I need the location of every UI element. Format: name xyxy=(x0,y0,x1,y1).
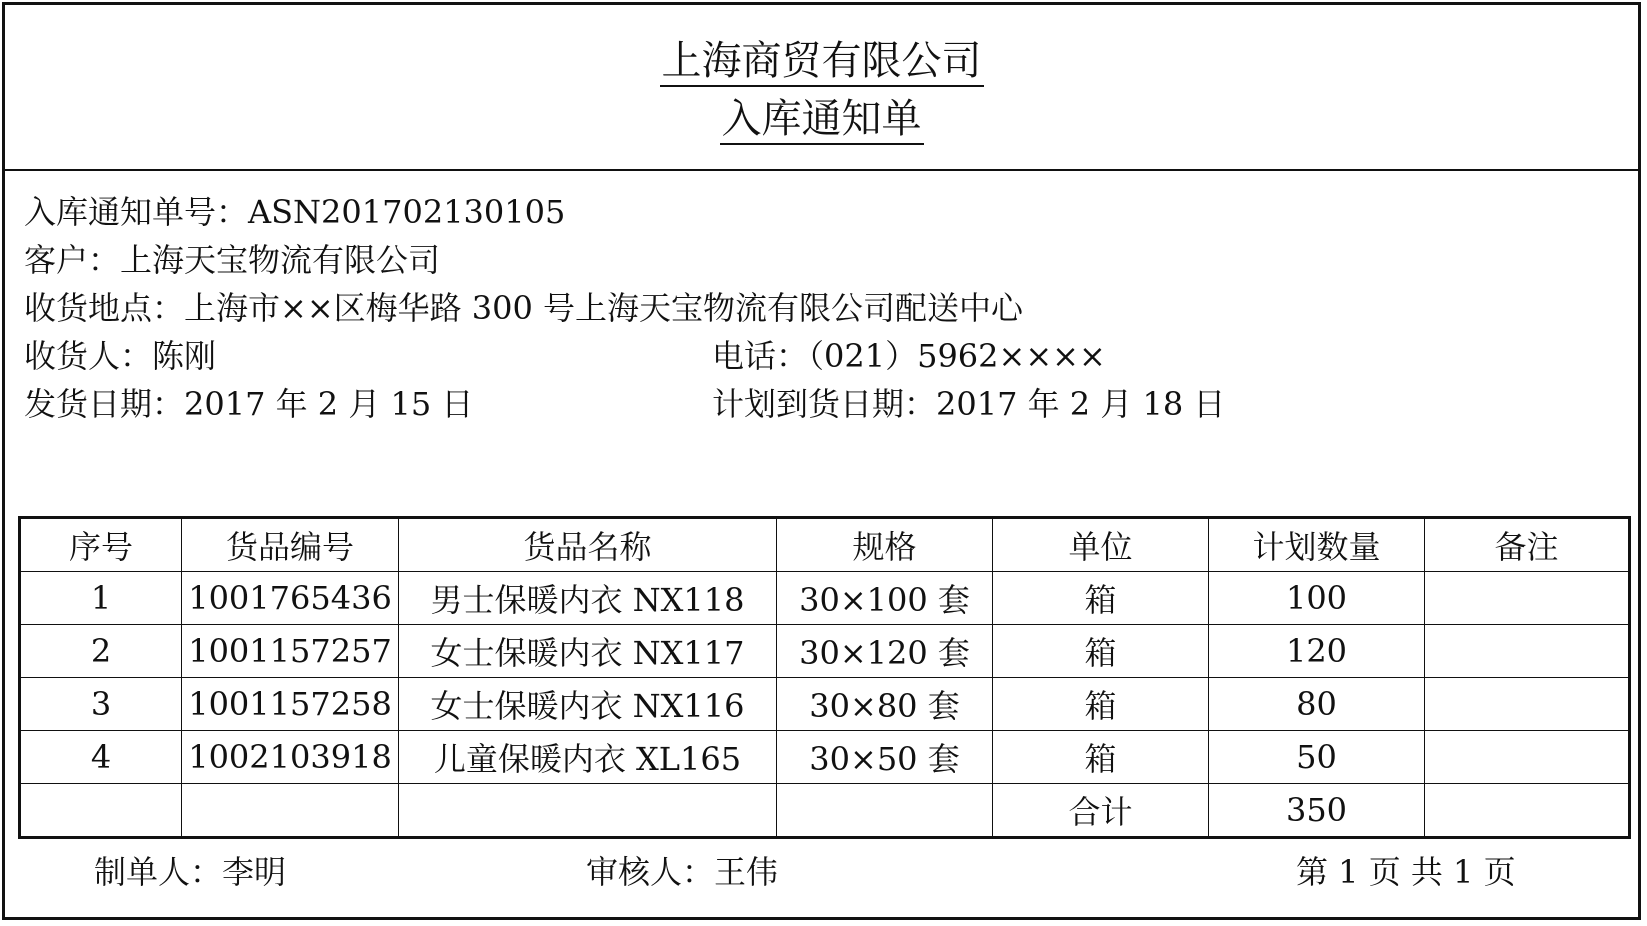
document-header xyxy=(5,5,1638,171)
cell-item-name: 男士保暖内衣 NX118 xyxy=(399,572,777,625)
cell-seq: 1 xyxy=(20,572,182,625)
total-cell-spec xyxy=(777,784,993,838)
cell-planned-qty: 50 xyxy=(1209,731,1425,784)
total-cell-seq xyxy=(20,784,182,838)
delivery-address: 收货地点：上海市××区梅华路 300 号上海天宝物流有限公司配送中心 xyxy=(24,289,1024,327)
total-planned-qty: 350 xyxy=(1209,784,1425,838)
header-item-name: 货品名称 xyxy=(399,518,777,572)
cell-planned-qty: 80 xyxy=(1209,678,1425,731)
cell-seq: 3 xyxy=(20,678,182,731)
cell-planned-qty: 100 xyxy=(1209,572,1425,625)
header-item-code: 货品编号 xyxy=(182,518,399,572)
cell-item-code: 1001765436 xyxy=(182,572,399,625)
planned-arrival-date: 计划到货日期：2017 年 2 月 18 日 xyxy=(712,385,1226,423)
total-cell-item-code xyxy=(182,784,399,838)
cell-planned-qty: 120 xyxy=(1209,625,1425,678)
total-cell-item-name xyxy=(399,784,777,838)
company-name-text: 上海商贸有限公司 xyxy=(660,38,984,87)
table-total-row xyxy=(20,784,1630,838)
cell-spec: 30×100 套 xyxy=(777,572,993,625)
total-cell-remarks xyxy=(1425,784,1630,838)
cell-spec: 30×80 套 xyxy=(777,678,993,731)
header-spec: 规格 xyxy=(777,518,993,572)
cell-item-code: 1001157257 xyxy=(182,625,399,678)
cell-seq: 2 xyxy=(20,625,182,678)
cell-unit: 箱 xyxy=(993,678,1209,731)
table-row xyxy=(20,731,1630,784)
company-name xyxy=(5,35,1638,87)
cell-remarks xyxy=(1425,572,1630,625)
notice-number: 入库通知单号：ASN201702130105 xyxy=(24,193,566,231)
receiver: 收货人：陈刚 xyxy=(24,337,217,375)
header-remarks: 备注 xyxy=(1425,518,1630,572)
cell-remarks xyxy=(1425,625,1630,678)
table-header-row xyxy=(20,518,1630,572)
cell-item-name: 女士保暖内衣 NX117 xyxy=(399,625,777,678)
total-label: 合计 xyxy=(993,784,1209,838)
ship-date: 发货日期：2017 年 2 月 15 日 xyxy=(24,385,474,423)
cell-unit: 箱 xyxy=(993,625,1209,678)
cell-spec: 30×120 套 xyxy=(777,625,993,678)
page-info: 第 1 页 共 1 页 xyxy=(1296,853,1516,891)
table-row xyxy=(20,625,1630,678)
cell-unit: 箱 xyxy=(993,731,1209,784)
header-planned-qty: 计划数量 xyxy=(1209,518,1425,572)
document-title xyxy=(5,93,1638,145)
header-seq: 序号 xyxy=(20,518,182,572)
prepared-by: 制单人：李明 xyxy=(94,853,287,891)
goods-table xyxy=(18,516,1631,839)
cell-seq: 4 xyxy=(20,731,182,784)
customer: 客户：上海天宝物流有限公司 xyxy=(24,241,441,279)
reviewed-by: 审核人：王伟 xyxy=(586,853,779,891)
header-unit: 单位 xyxy=(993,518,1209,572)
table-row xyxy=(20,678,1630,731)
cell-item-code: 1002103918 xyxy=(182,731,399,784)
cell-item-code: 1001157258 xyxy=(182,678,399,731)
cell-remarks xyxy=(1425,678,1630,731)
table-row xyxy=(20,572,1630,625)
cell-item-name: 女士保暖内衣 NX116 xyxy=(399,678,777,731)
cell-item-name: 儿童保暖内衣 XL165 xyxy=(399,731,777,784)
cell-spec: 30×50 套 xyxy=(777,731,993,784)
cell-remarks xyxy=(1425,731,1630,784)
cell-unit: 箱 xyxy=(993,572,1209,625)
phone: 电话：（021）5962×××× xyxy=(712,337,1106,375)
document-title-text: 入库通知单 xyxy=(720,96,924,145)
